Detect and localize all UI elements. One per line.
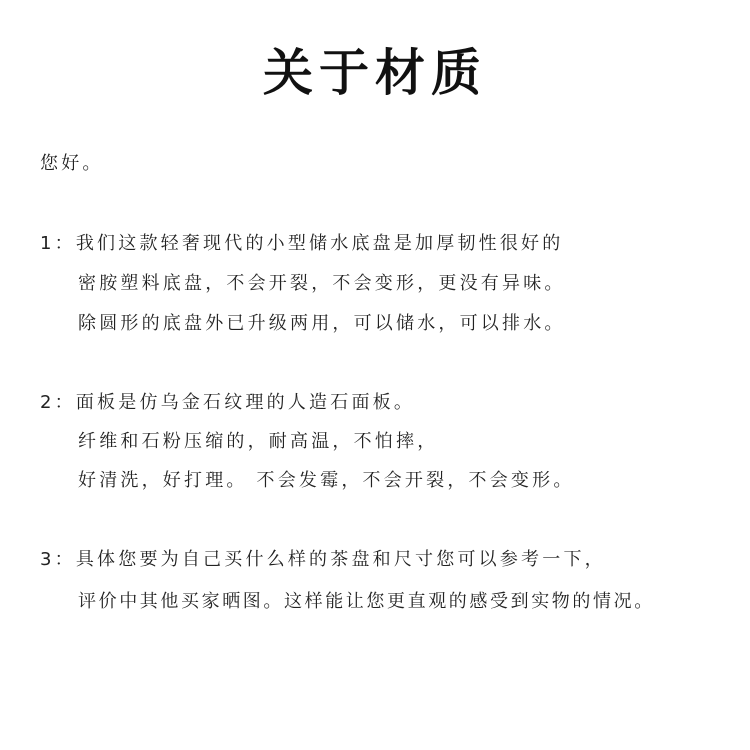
section-3-line-1: 具体您要为自己买什么样的茶盘和尺寸您可以参考一下， — [75, 549, 606, 570]
section-2-line-3: 好清洗，好打理。 不会发霉，不会开裂，不会变形。 — [78, 470, 575, 491]
section-1-line-3: 除圆形的底盘外已升级两用，可以储水，可以排水。 — [78, 313, 566, 334]
page-title: 关于材质 — [263, 44, 487, 102]
section-2-line-1: 面板是仿乌金石纹理的人造石面板。 — [75, 392, 416, 413]
section-1-line-1: 我们这款轻奢现代的小型储水底盘是加厚韧性很好的 — [75, 233, 564, 254]
section-3-number: 3： — [40, 549, 76, 570]
section-2-line-2: 纤维和石粉压缩的，耐高温，不怕摔， — [78, 431, 439, 452]
greeting-text: 您好。 — [40, 153, 104, 174]
section-2-first-line — [40, 391, 415, 415]
section-2-number: 2： — [40, 392, 76, 413]
section-1-first-line — [40, 232, 563, 256]
section-3-first-line — [40, 548, 606, 572]
section-3-line-2: 评价中其他买家晒图。这样能让您更直观的感受到实物的情况。 — [78, 591, 655, 612]
section-1-number: 1： — [40, 233, 76, 254]
section-1-line-2: 密胺塑料底盘，不会开裂，不会变形，更没有异味。 — [78, 273, 566, 294]
